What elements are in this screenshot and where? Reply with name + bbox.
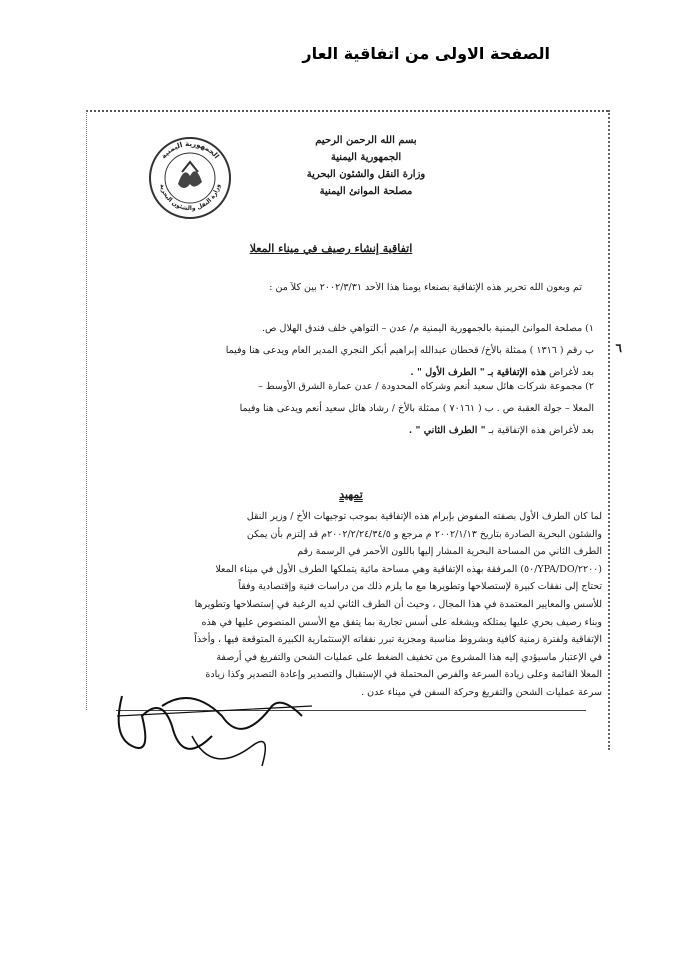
body-line: في الإعتبار ماسيؤدي إليه هذا المشروع من تخفيف الضغط على عمليات الشحن والتفريغ في أرصفة: [216, 651, 602, 663]
republic-name: الجمهورية اليمنية: [330, 152, 402, 163]
scan-border-left: [86, 110, 87, 710]
svg-text:وزارة النقل والشئون البحرية: وزارة النقل والشئون البحرية: [158, 183, 222, 213]
party-two-prefix: بعد لأغراض هذه الإتفاقية بـ: [488, 425, 594, 436]
body-line: المعلا القائمة وعلى زيادة السرعة والفرص المحتملة في الإستقبال والتصدير وإعادة التصدير وكذا زيادة: [205, 669, 602, 681]
ministry-name: وزارة النقل والشئون البحرية: [306, 169, 426, 180]
body-line: الطرف الثاني من المساحة البحرية المشار إليها باللون الأحمر في الرسمة رقم: [297, 546, 602, 558]
preamble-body: [104, 508, 602, 702]
margin-mark: ٦: [615, 341, 622, 355]
body-line: سرعة عمليات الشحن والتفريغ وحركة السفن في ميناء عدن .: [361, 686, 602, 698]
handwritten-signatures: [102, 676, 332, 786]
page-heading: الصفحة الاولى من اتفاقية العار: [302, 44, 550, 63]
svg-text:الجمهورية اليمنية: الجمهورية اليمنية: [159, 139, 221, 161]
party-two-line-3: [110, 420, 594, 442]
intro-paragraph: تم وبعون الله تحرير هذه الإتفاقية بصنعاء يومنا هذا الأحد ٢٠٠٢/٣/٣١ بين كلاً من :: [269, 282, 582, 293]
body-line: تحتاج إلى نفقات كبيرة لإستصلاحها وتطويرها مع ما يلزم ذلك من دراسات فنية وإقتصادية وفقاً: [238, 581, 602, 593]
ministry-seal-icon: [148, 136, 232, 220]
body-line: والشئون البحرية الصادرة بتاريخ ٢٠٠٢/١/١٣ م مرجع و ٢٠٠٢/٢/٢٤/٣٤/٥م قد إلتزم بأن يمكن: [246, 528, 602, 540]
party-one-line-1: ١) مصلحة الموانئ اليمنية بالجمهورية اليمنية م/ عدن – التواهي خلف فندق الهلال ص.: [262, 323, 594, 334]
body-line: للأسس والمعايير المعتمدة في هذا المجال ، وحيث أن الطرف الثاني لديه الرغبة في إستصلاحها وتطويرها: [194, 598, 602, 610]
party-one-designation: هذه الإتفاقية بـ " الطرف الأول " .: [410, 367, 546, 378]
body-line: (٢٢٠٠/YPA/DO/٥٠) المرفقة بهذه الإتفاقية وهي مساحة مائية يتملكها الطرف الأول في ميناء المعلا: [215, 563, 602, 575]
party-one-line-2: ب رقم ( ١٣١٦ ) ممثلة بالأخ/ قحطان عبدالله إبراهيم أبكر النجري المدير العام ويدعى هنا وفيما: [225, 345, 594, 356]
party-two-line-1: ٢) مجموعة شركات هائل سعيد أنعم وشركاه المحدودة / عدن عمارة الشرق الأوسط –: [258, 381, 594, 392]
letterhead: [266, 132, 466, 200]
authority-name: مصلحة الموانئ اليمنية: [319, 186, 413, 197]
scan-border-right: [608, 110, 610, 750]
party-two-designation: " الطرف الثاني " .: [408, 425, 486, 436]
scanned-document: [86, 96, 622, 808]
body-line: الإتفاقية ولفترة زمنية كافية وبشروط مناسبة ومجزية تبرر نفقاته الإستثمارية الكبيرة المتوقعة فيها ، وأخذاً: [194, 634, 602, 646]
party-two-line-2: المعلا – جولة العقبة ص . ب ( ٧٠١٦١ ) ممثلة بالأخ / رشاد هائل سعيد أنعم ويدعى هنا وفيما: [239, 403, 594, 414]
body-line: وبناء رصيف بحري عليها يمتلكه ويشغله على أسس تجارية بما يتفق مع الأسس المنصوص عليها في هذه: [201, 616, 602, 628]
scan-border-top: [86, 110, 608, 112]
preamble-title: تمهيد: [339, 488, 363, 501]
party-two-clause: [110, 376, 594, 442]
basmala: بسم الله الرحمن الرحيم: [315, 135, 417, 146]
agreement-title: اتفاقية إنشاء رصيف في ميناء المعلا: [249, 242, 413, 255]
party-one-prefix: بعد لأغراض: [549, 367, 594, 378]
party-one-clause: [110, 318, 594, 384]
body-line: لما كان الطرف الأول بصفته المفوض بإبرام هذه الإتفاقية بموجب توجيهات الأخ / وزير النقل: [246, 511, 602, 522]
